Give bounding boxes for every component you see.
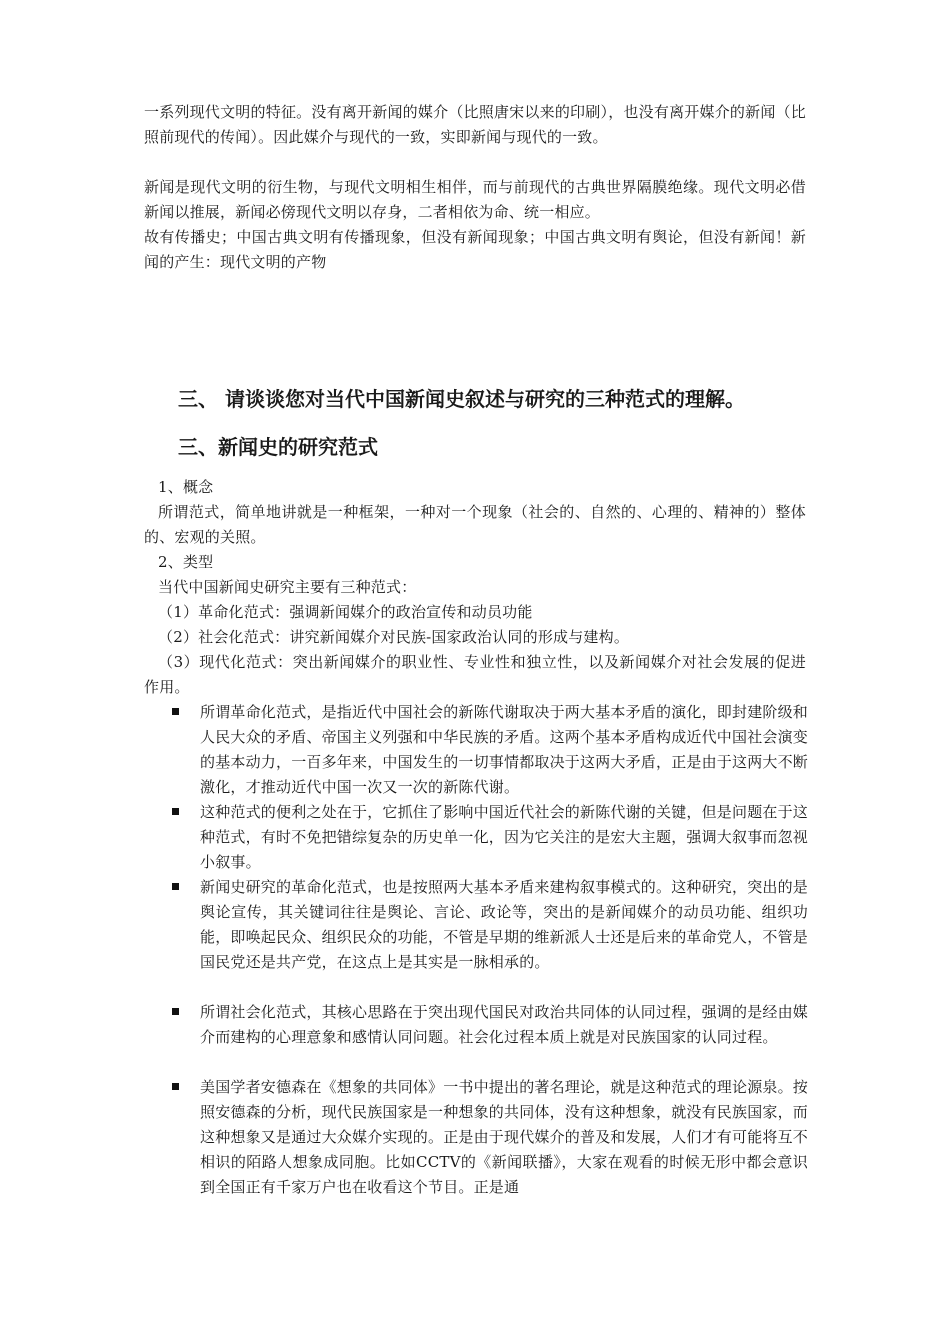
concept-text: 所谓范式，简单地讲就是一种框架，一种对一个现象（社会的、自然的、心理的、精神的）整体的、宏观的关照。 [144, 503, 806, 546]
paragraph-news-origin: 故有传播史；中国古典文明有传播现象，但没有新闻现象；中国古典文明有舆论，但没有新闻！新闻的产生：现代文明的产物 [144, 228, 806, 271]
bullet-square-icon [172, 1008, 179, 1015]
paragraph-news-civilization: 新闻是现代文明的衍生物，与现代文明相生相伴，而与前现代的古典世界隔膜绝缘。现代文明必借新闻以推展，新闻必傍现代文明以存身，二者相依为命、统一相应。 [144, 178, 806, 221]
bullet-social-definition: 所谓社会化范式，其核心思路在于突出现代国民对政治共同体的认同过程，强调的是经由媒介而建构的心理意象和感情认同问题。社会化过程本质上就是对民族国家的认同过程。 [200, 1003, 809, 1046]
bullet-revolution-definition: 所谓革命化范式，是指近代中国社会的新陈代谢取决于两大基本矛盾的演化，即封建阶级和人民大众的矛盾、帝国主义列强和中华民族的矛盾。这两个基本矛盾构成近代中国社会演变的基本动力，一百多年来，中国发生的一切事情都取决于这两大矛盾，正是由于这两大不断激化，才推动近代中国一次又一次的新陈代谢。 [200, 703, 809, 796]
question-heading: 三、 请谈谈您对当代中国新闻史叙述与研究的三种范式的理解。 [178, 387, 745, 411]
paragraph-media-modernity: 一系列现代文明的特征。没有离开新闻的媒介（比照唐宋以来的印刷），也没有离开媒介的新闻（比照前现代的传闻）。因此媒介与现代的一致，实即新闻与现代的一致。 [144, 103, 806, 146]
bullet-revolution-news-history: 新闻史研究的革命化范式，也是按照两大基本矛盾来建构叙事模式的。这种研究，突出的是舆论宣传，其关键词往往是舆论、言论、政论等，突出的是新闻媒介的动员功能、组织功能，即唤起民众、组织民众的功能，不管是早期的维新派人士还是后来的革命党人，不管是国民党还是共产党，在这点上是其实是一脉相承的。 [200, 878, 809, 971]
type-item-modernization: （3）现代化范式：突出新闻媒介的职业性、专业性和独立性，以及新闻媒介对社会发展的促进作用。 [144, 653, 806, 696]
type-item-revolution: （1）革命化范式：强调新闻媒介的政治宣传和动员功能 [158, 603, 533, 621]
section-heading: 三、新闻史的研究范式 [178, 435, 378, 459]
type-item-social: （2）社会化范式：讲究新闻媒介对民族-国家政治认同的形成与建构。 [158, 628, 630, 646]
types-intro: 当代中国新闻史研究主要有三种范式： [158, 578, 417, 596]
concept-label: 1、概念 [158, 478, 214, 496]
bullet-square-icon [172, 708, 179, 715]
bullet-anderson-theory: 美国学者安德森在《想象的共同体》一书中提出的著名理论，就是这种范式的理论源泉。按照安德森的分析，现代民族国家是一种想象的共同体，没有这种想象，就没有民族国家，而这种想象又是通过大众媒介实现的。正是由于现代媒介的普及和发展，人们才有可能将互不相识的陌路人想象成同胞。比如CCTV的《新闻联播》，大家在观看的时候无形中都会意识到全国正有千家万户也在收看这个节目。正是通 [200, 1078, 809, 1196]
bullet-square-icon [172, 808, 179, 815]
bullet-square-icon [172, 1083, 179, 1090]
bullet-square-icon [172, 883, 179, 890]
bullet-revolution-pros-cons: 这种范式的便利之处在于，它抓住了影响中国近代社会的新陈代谢的关键，但是问题在于这种范式，有时不免把错综复杂的历史单一化，因为它关注的是宏大主题，强调大叙事而忽视小叙事。 [200, 803, 809, 871]
types-label: 2、类型 [158, 553, 214, 571]
